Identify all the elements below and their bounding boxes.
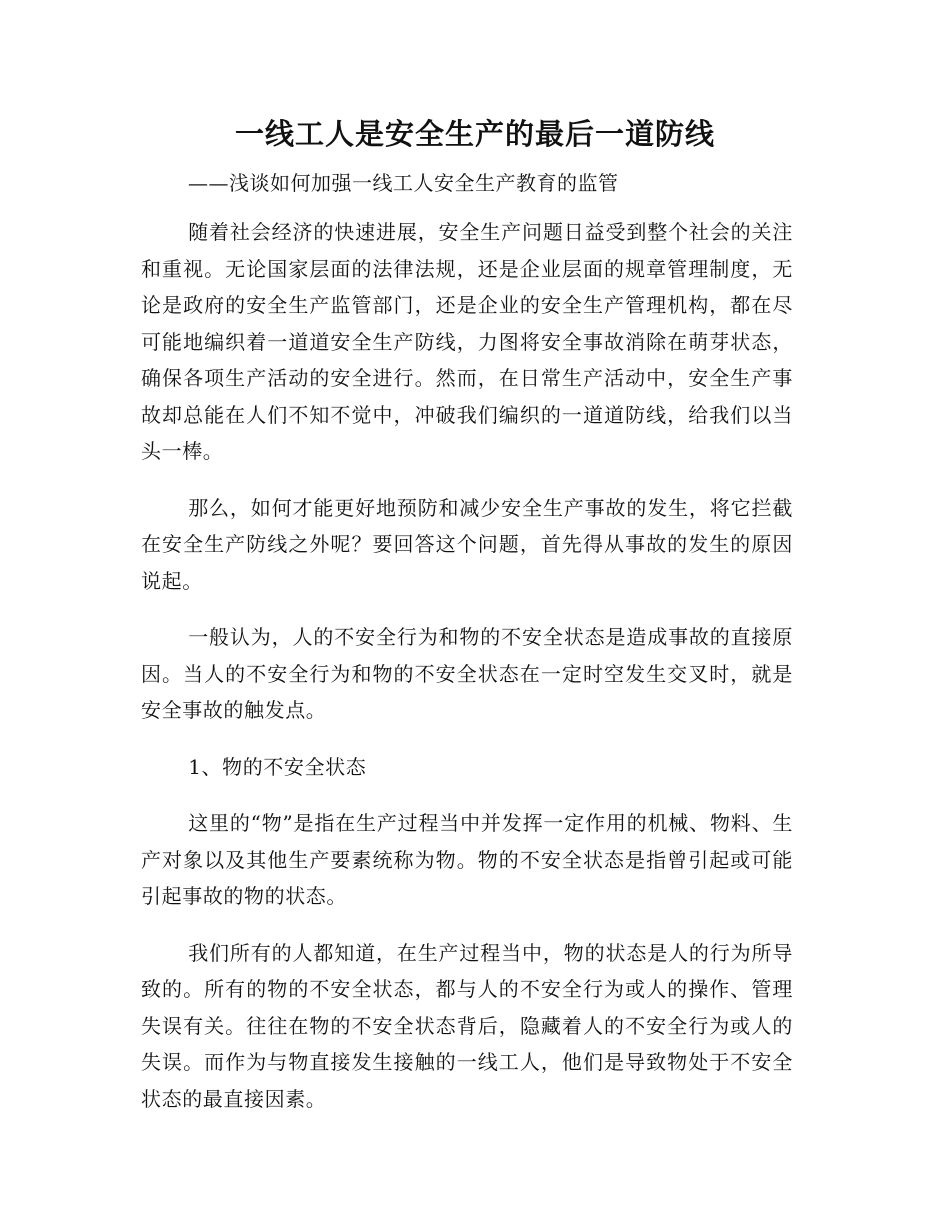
document-body bbox=[141, 214, 793, 1137]
document-subtitle: ——浅谈如何加强一线工人安全生产教育的监管 bbox=[188, 171, 619, 195]
paragraph-definition: 这里的“物”是指在生产过程当中并发挥一定作用的机械、物料、生产对象以及其他生产要素统称为物。物的不安全状态是指曾引起或可能引起事故的物的状态。 bbox=[141, 811, 793, 908]
paragraph-analysis: 我们所有的人都知道，在生产过程当中，物的状态是人的行为所导致的。所有的物的不安全状态，都与人的不安全行为或人的操作、管理失误有关。往往在物的不安全状态背后，隐藏着人的不安全行为或人的失误。而作为与物直接发生接触的一线工人，他们是导致物处于不安全状态的最直接因素。 bbox=[141, 940, 793, 1111]
paragraph-question: 那么，如何才能更好地预防和减少安全生产事故的发生，将它拦截在安全生产防线之外呢？要回答这个问题，首先得从事故的发生的原因说起。 bbox=[141, 495, 793, 593]
document-title: 一线工人是安全生产的最后一道防线 bbox=[234, 117, 715, 151]
paragraph-intro: 随着社会经济的快速进展，安全生产问题日益受到整个社会的关注和重视。无论国家层面的法律法规，还是企业层面的规章管理制度，无论是政府的安全生产监管部门，还是企业的安全生产管理机构，都在尽可能地编织着一道道安全生产防线，力图将安全事故消除在萌芽状态，确保各项生产活动的安全进行。然而，在日常生产活动中，安全生产事故却总能在人们不知不觉中，冲破我们编织的一道道防线，给我们以当头一棒。 bbox=[141, 220, 793, 463]
paragraph-causes: 一般认为，人的不安全行为和物的不安全状态是造成事故的直接原因。当人的不安全行为和物的不安全状态在一定时空发生交叉时，就是安全事故的触发点。 bbox=[141, 625, 793, 722]
section-heading: 1、物的不安全状态 bbox=[188, 754, 367, 779]
